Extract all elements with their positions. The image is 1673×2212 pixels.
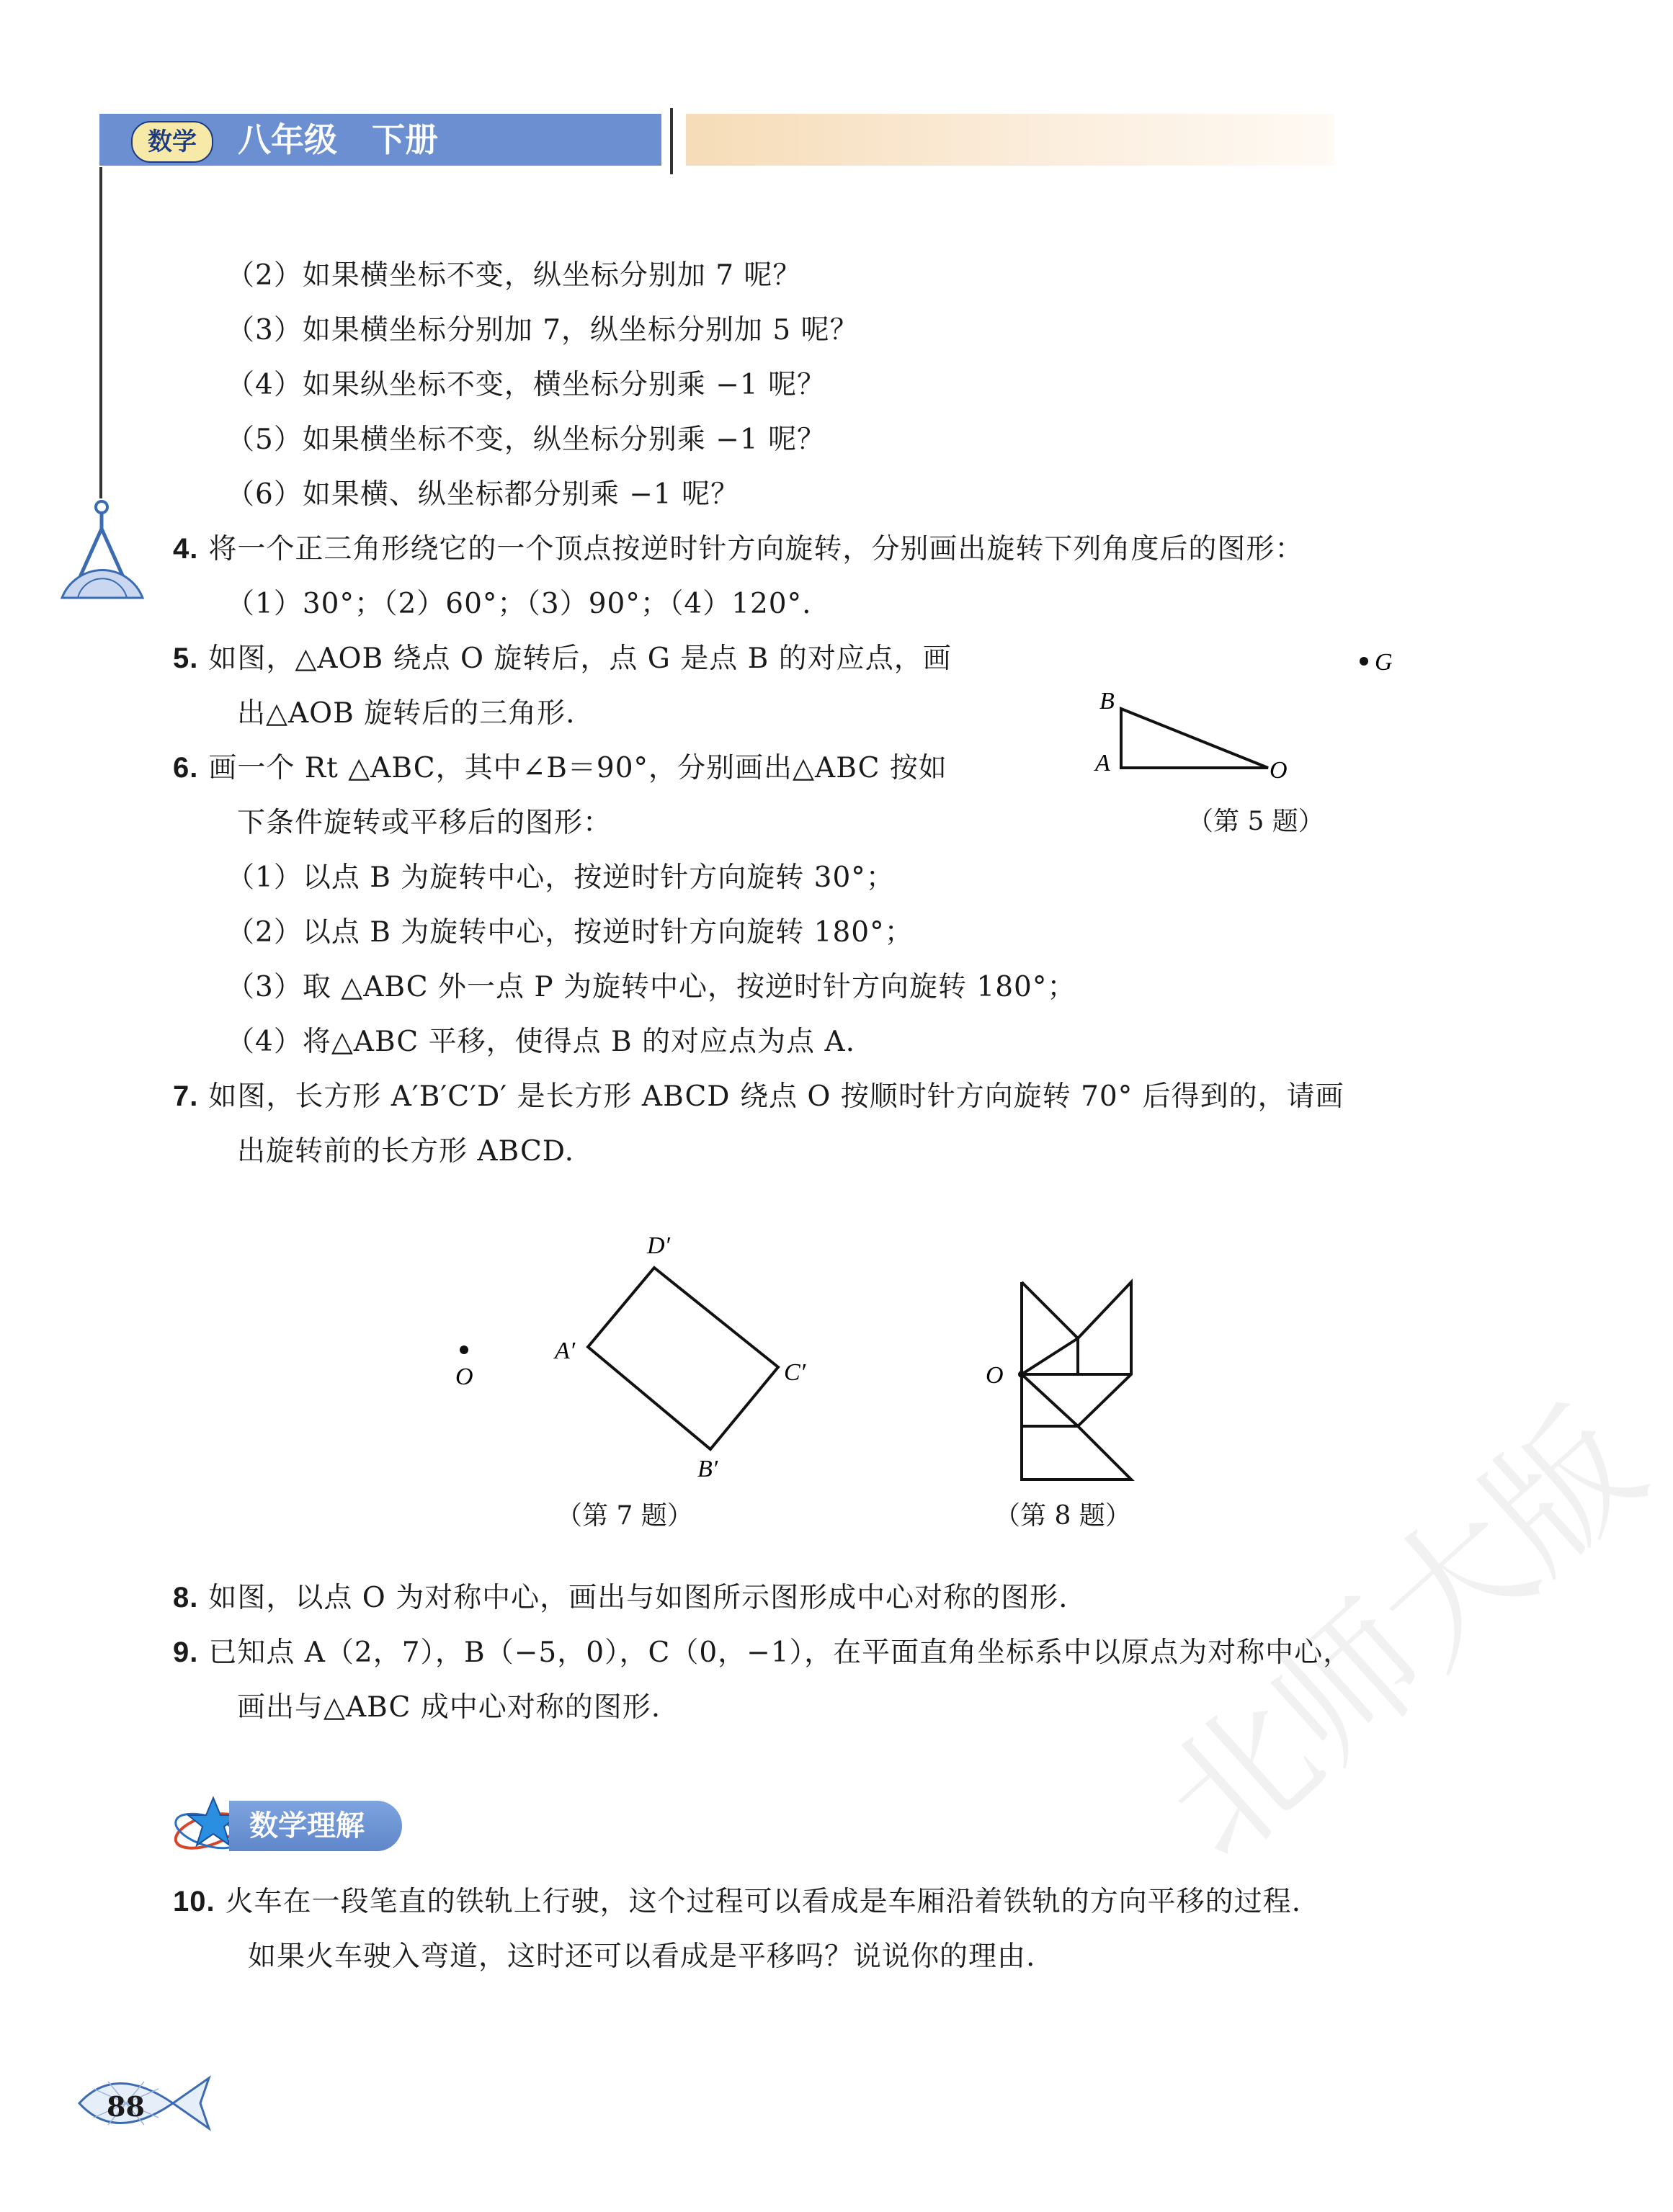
line-q4: 4. 将一个正三角形绕它的一个顶点按逆时针方向旋转，分别画出旋转下列角度后的图形： [173,533,1304,565]
line-q3-5: （5）如果横坐标不变，纵坐标分别乘 −1 呢？ [226,424,826,456]
label-c-prime: C′ [784,1359,806,1386]
subject-badge: 数学 [131,121,213,163]
triangle-aob [1121,709,1268,768]
line-q10-cont: 如果火车驶入弯道，这时还可以看成是平移吗？说说你的理由. [248,1940,1036,1973]
label-o: O [1270,757,1288,784]
watermark: 北师大版 [1132,1379,1673,1891]
line-q6-2: （2）以点 B 为旋转中心，按逆时针方向旋转 180°； [226,916,914,949]
section-title: 数学理解 [229,1801,402,1851]
line-q3-6: （6）如果横、纵坐标都分别乘 −1 呢？ [226,478,740,511]
center-point-o [1018,1371,1025,1378]
volume-label: 下册 [372,120,438,159]
label-b-prime: B′ [697,1456,718,1482]
label-g: G [1375,649,1393,676]
line-q10: 10. 火车在一段笔直的铁轨上行驶，这个过程可以看成是车厢沿着铁轨的方向平移的过程. [173,1886,1302,1918]
page-number: 88 [107,2090,145,2123]
line-q6-1: （1）以点 B 为旋转中心，按逆时针方向旋转 30°； [226,861,895,894]
line-q9: 9. 已知点 A（2，7），B（−5，0），C（0，−1），在平面直角坐标系中以原点为对称中心， [173,1636,1352,1669]
header-divider [670,108,673,174]
line-q5: 5. 如图，△AOB 绕点 O 旋转后，点 G 是点 B 的对应点，画 [173,642,952,675]
line-q8: 8. 如图，以点 O 为对称中心，画出与如图所示图形成中心对称的图形. [173,1582,1069,1614]
line-q6: 6. 画一个 Rt △ABC，其中∠B＝90°，分别画出△ABC 按如 [173,752,947,784]
line-q3-2: （2）如果横坐标不变，纵坐标分别加 7 呢？ [226,259,802,292]
line-q3-3: （3）如果横坐标分别加 7，纵坐标分别加 5 呢？ [226,314,859,346]
figure-5 [1081,634,1427,784]
line-q3-4: （4）如果纵坐标不变，横坐标分别乘 −1 呢？ [226,369,826,401]
line-q9-cont: 画出与△ABC 成中心对称的图形. [237,1691,661,1724]
rectangle-a-b-c-d-prime [588,1268,778,1449]
label-a: A [1095,750,1110,776]
line-q6-3: （3）取 △ABC 外一点 P 为旋转中心，按逆时针方向旋转 180°； [226,971,1076,1003]
label-o: O [455,1364,473,1390]
line-q6-4: （4）将△ABC 平移，使得点 B 的对应点为点 A. [226,1026,856,1058]
label-o: O [986,1362,1004,1389]
book-title [238,117,473,163]
figure-8-caption: （第 8 题） [994,1501,1131,1531]
label-b: B [1099,688,1115,715]
figure-5-caption: （第 5 题） [1187,807,1324,836]
line-q5-cont: 出△AOB 旋转后的三角形. [237,697,576,730]
line-q7: 7. 如图，长方形 A′B′C′D′ 是长方形 ABCD 绕点 O 按顺时针方向旋转 70° 后得到的，请画 [173,1080,1344,1113]
point-o [460,1345,468,1354]
label-a-prime: A′ [555,1338,576,1364]
line-q7-cont: 出旋转前的长方形 ABCD. [237,1135,575,1168]
label-d-prime: D′ [647,1232,670,1259]
figure-7 [432,1217,836,1484]
grade-label: 八年级 [238,120,337,159]
line-q6-cont: 下条件旋转或平移后的图形： [237,807,612,839]
figure-7-caption: （第 7 题） [556,1501,693,1531]
point-g [1360,657,1368,666]
line-q4-angles: （1）30°；（2）60°；（3）90°；（4）120°. [226,588,812,620]
margin-rule [99,167,102,498]
figure-8-outline [1022,1282,1131,1479]
figure-8 [973,1253,1160,1491]
header-band-gradient [686,114,1334,166]
compass-icon [56,497,150,605]
